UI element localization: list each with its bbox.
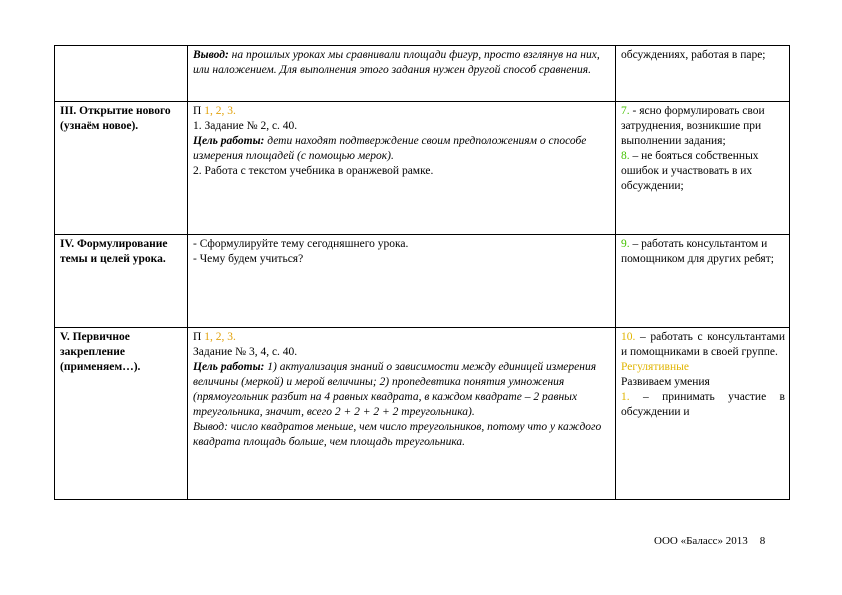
- uud-number: 8.: [621, 150, 630, 162]
- conclusion-text: число квадратов меньше, чем число треугольников, потому что у каждого квадрата площадь больше, чем площадь треугольника.: [193, 421, 602, 448]
- table-row: [55, 328, 790, 500]
- stage-cell: [55, 328, 188, 500]
- uud-text: обсуждениях, работая в паре;: [621, 49, 766, 61]
- uud-cell: [616, 46, 790, 102]
- uud-text: – работать с консультантами и помощниками в своей группе.: [621, 331, 785, 358]
- goal-label: Цель работы:: [193, 135, 265, 147]
- question-line: - Сформулируйте тему сегодняшнего урока.: [193, 238, 409, 250]
- p-label: П: [193, 331, 202, 343]
- content-cell: [188, 235, 616, 328]
- goal-text: 1) актуализация знаний о зависимости между единицей измерения величины (меркой) и мерой величины; 2) пропедевтика понятия умножения (прямоугольник разбит на 4 равных квадрата, в каждом квадрате – 2 равных треугольника, значит, всего 2 + 2 + 2 + 2 треугольника).: [193, 361, 597, 418]
- table-row: [55, 102, 790, 235]
- uud-text: – не бояться собственных ошибок и участвовать в их обсуждении;: [621, 150, 759, 192]
- uud-text: – принимать участие в обсуждении и: [621, 391, 785, 418]
- uud-text: - ясно формулировать свои затруднения, возникшие при выполнении задания;: [621, 105, 765, 147]
- task-line: 1. Задание № 2, с. 40.: [193, 120, 298, 132]
- table-row: [55, 235, 790, 328]
- stage-cell: [55, 102, 188, 235]
- uud-cell: [616, 235, 790, 328]
- stage-title: V. Первичное закрепление (применяем…).: [60, 331, 141, 373]
- table-row: [55, 46, 790, 102]
- conclusion-text: на прошлых уроках мы сравнивали площади фигур, просто взглянув на них, или наложением. Для выполнения этого задания нужен другой способ сравнения.: [193, 49, 600, 76]
- uud-cell: [616, 102, 790, 235]
- stage-cell: [55, 235, 188, 328]
- uud-text: – работать консультантом и помощником для других ребят;: [621, 238, 774, 265]
- conclusion-label: Вывод:: [193, 421, 228, 433]
- uud-subheading: Развиваем умения: [621, 376, 710, 388]
- goal-label: Цель работы:: [193, 361, 265, 373]
- content-cell: [188, 102, 616, 235]
- stage-cell: [55, 46, 188, 102]
- question-line: - Чему будем учиться?: [193, 253, 304, 265]
- p-numbers: 1, 2, 3.: [204, 331, 236, 343]
- lesson-plan-table: [54, 45, 790, 500]
- stage-title: IV. Формулирование темы и целей урока.: [60, 238, 168, 265]
- p-numbers: 1, 2, 3.: [204, 105, 236, 117]
- uud-cell: [616, 328, 790, 500]
- conclusion-label: Вывод:: [193, 49, 229, 61]
- content-cell: [188, 328, 616, 500]
- uud-number: 7.: [621, 105, 630, 117]
- page-number: 8: [759, 535, 766, 547]
- page-footer: [654, 535, 765, 547]
- uud-category-heading: Регулятивные: [621, 361, 689, 373]
- task-line: 2. Работа с текстом учебника в оранжевой рамке.: [193, 165, 434, 177]
- goal-text: дети находят подтверждение своим предположениям о способе измерения площадей (с помощью мерок).: [193, 135, 587, 162]
- p-label: П: [193, 105, 202, 117]
- content-cell: [188, 46, 616, 102]
- uud-number: 10.: [621, 331, 636, 343]
- footer-company: ООО «Баласс» 2013: [654, 535, 748, 547]
- task-line: Задание № 3, 4, с. 40.: [193, 346, 298, 358]
- uud-number: 1.: [621, 391, 630, 403]
- stage-title: III. Открытие нового (узнаём новое).: [60, 105, 171, 132]
- uud-number: 9.: [621, 238, 630, 250]
